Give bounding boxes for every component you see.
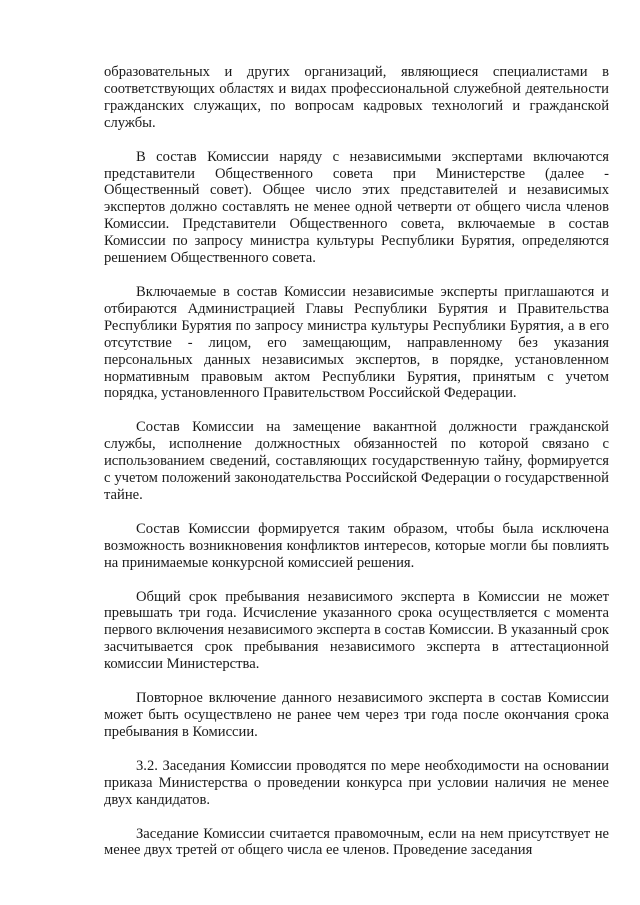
- paragraph-continuation: образовательных и других организаций, являющиеся специалистами в соответствующих областях и видах профессиональной служебной деятельности гражданских служащих, по вопросам кадровых технологий и гражданской службы.: [104, 64, 609, 131]
- paragraph-repeat-inclusion: Повторное включение данного независимого эксперта в состав Комиссии может быть осуществлено не ранее чем через три года после окончания срока пребывания в Комиссии.: [104, 690, 609, 740]
- paragraph-section-3-2: 3.2. Заседания Комиссии проводятся по мере необходимости на основании приказа Министерства о проведении конкурса при условии наличия не менее двух кандидатов.: [104, 757, 609, 808]
- paragraph-term-of-expert: Общий срок пребывания независимого эксперта в Комиссии не может превышать три года. Исчисление указанного срока осуществляется с момента первого включения независимого эксперта в состав Комиссии. В указанный срок засчитывается срок пребывания независимого эксперта в аттестационной комиссии Министерства.: [104, 588, 609, 673]
- paragraph-independent-experts-selection: Включаемые в состав Комиссии независимые эксперты приглашаются и отбираются Администрацией Главы Республики Бурятия и Правительства Республики Бурятия по запросу министра культуры Республики Бурятия, а в его отсутствие - лицом, его замещающим, направленному без указания персональных данных независимых экспертов, в порядке, установленном нормативным правовым актом Республики Бурятия, принятым с учетом порядка, установленного Правительством Российской Федерации.: [104, 283, 609, 402]
- paragraph-conflict-of-interest: Состав Комиссии формируется таким образом, чтобы была исключена возможность возникновения конфликтов интересов, которые могли бы повлиять на принимаемые конкурсной комиссией решения.: [104, 520, 609, 571]
- paragraph-state-secret: Состав Комиссии на замещение вакантной должности гражданской службы, исполнение должностных обязанностей по которой связано с использованием сведений, составляющих государственную тайну, формируется с учетом положений законодательства Российской Федерации о государственной тайне.: [104, 419, 609, 503]
- paragraph-quorum: Заседание Комиссии считается правомочным, если на нем присутствует не менее двух третей от общего числа ее членов. Проведение заседания: [104, 825, 609, 859]
- paragraph-public-council-representatives: В состав Комиссии наряду с независимыми экспертами включаются представители Общественного совета при Министерстве (далее - Общественный совет). Общее число этих представителей и независимых экспертов должно составлять не менее одной четверти от общего числа членов Комиссии. Представители Общественного совета, включаемые в состав Комиссии по запросу министра культуры Республики Бурятия, определяются решением Общественного совета.: [104, 148, 609, 267]
- document-body: [104, 64, 609, 859]
